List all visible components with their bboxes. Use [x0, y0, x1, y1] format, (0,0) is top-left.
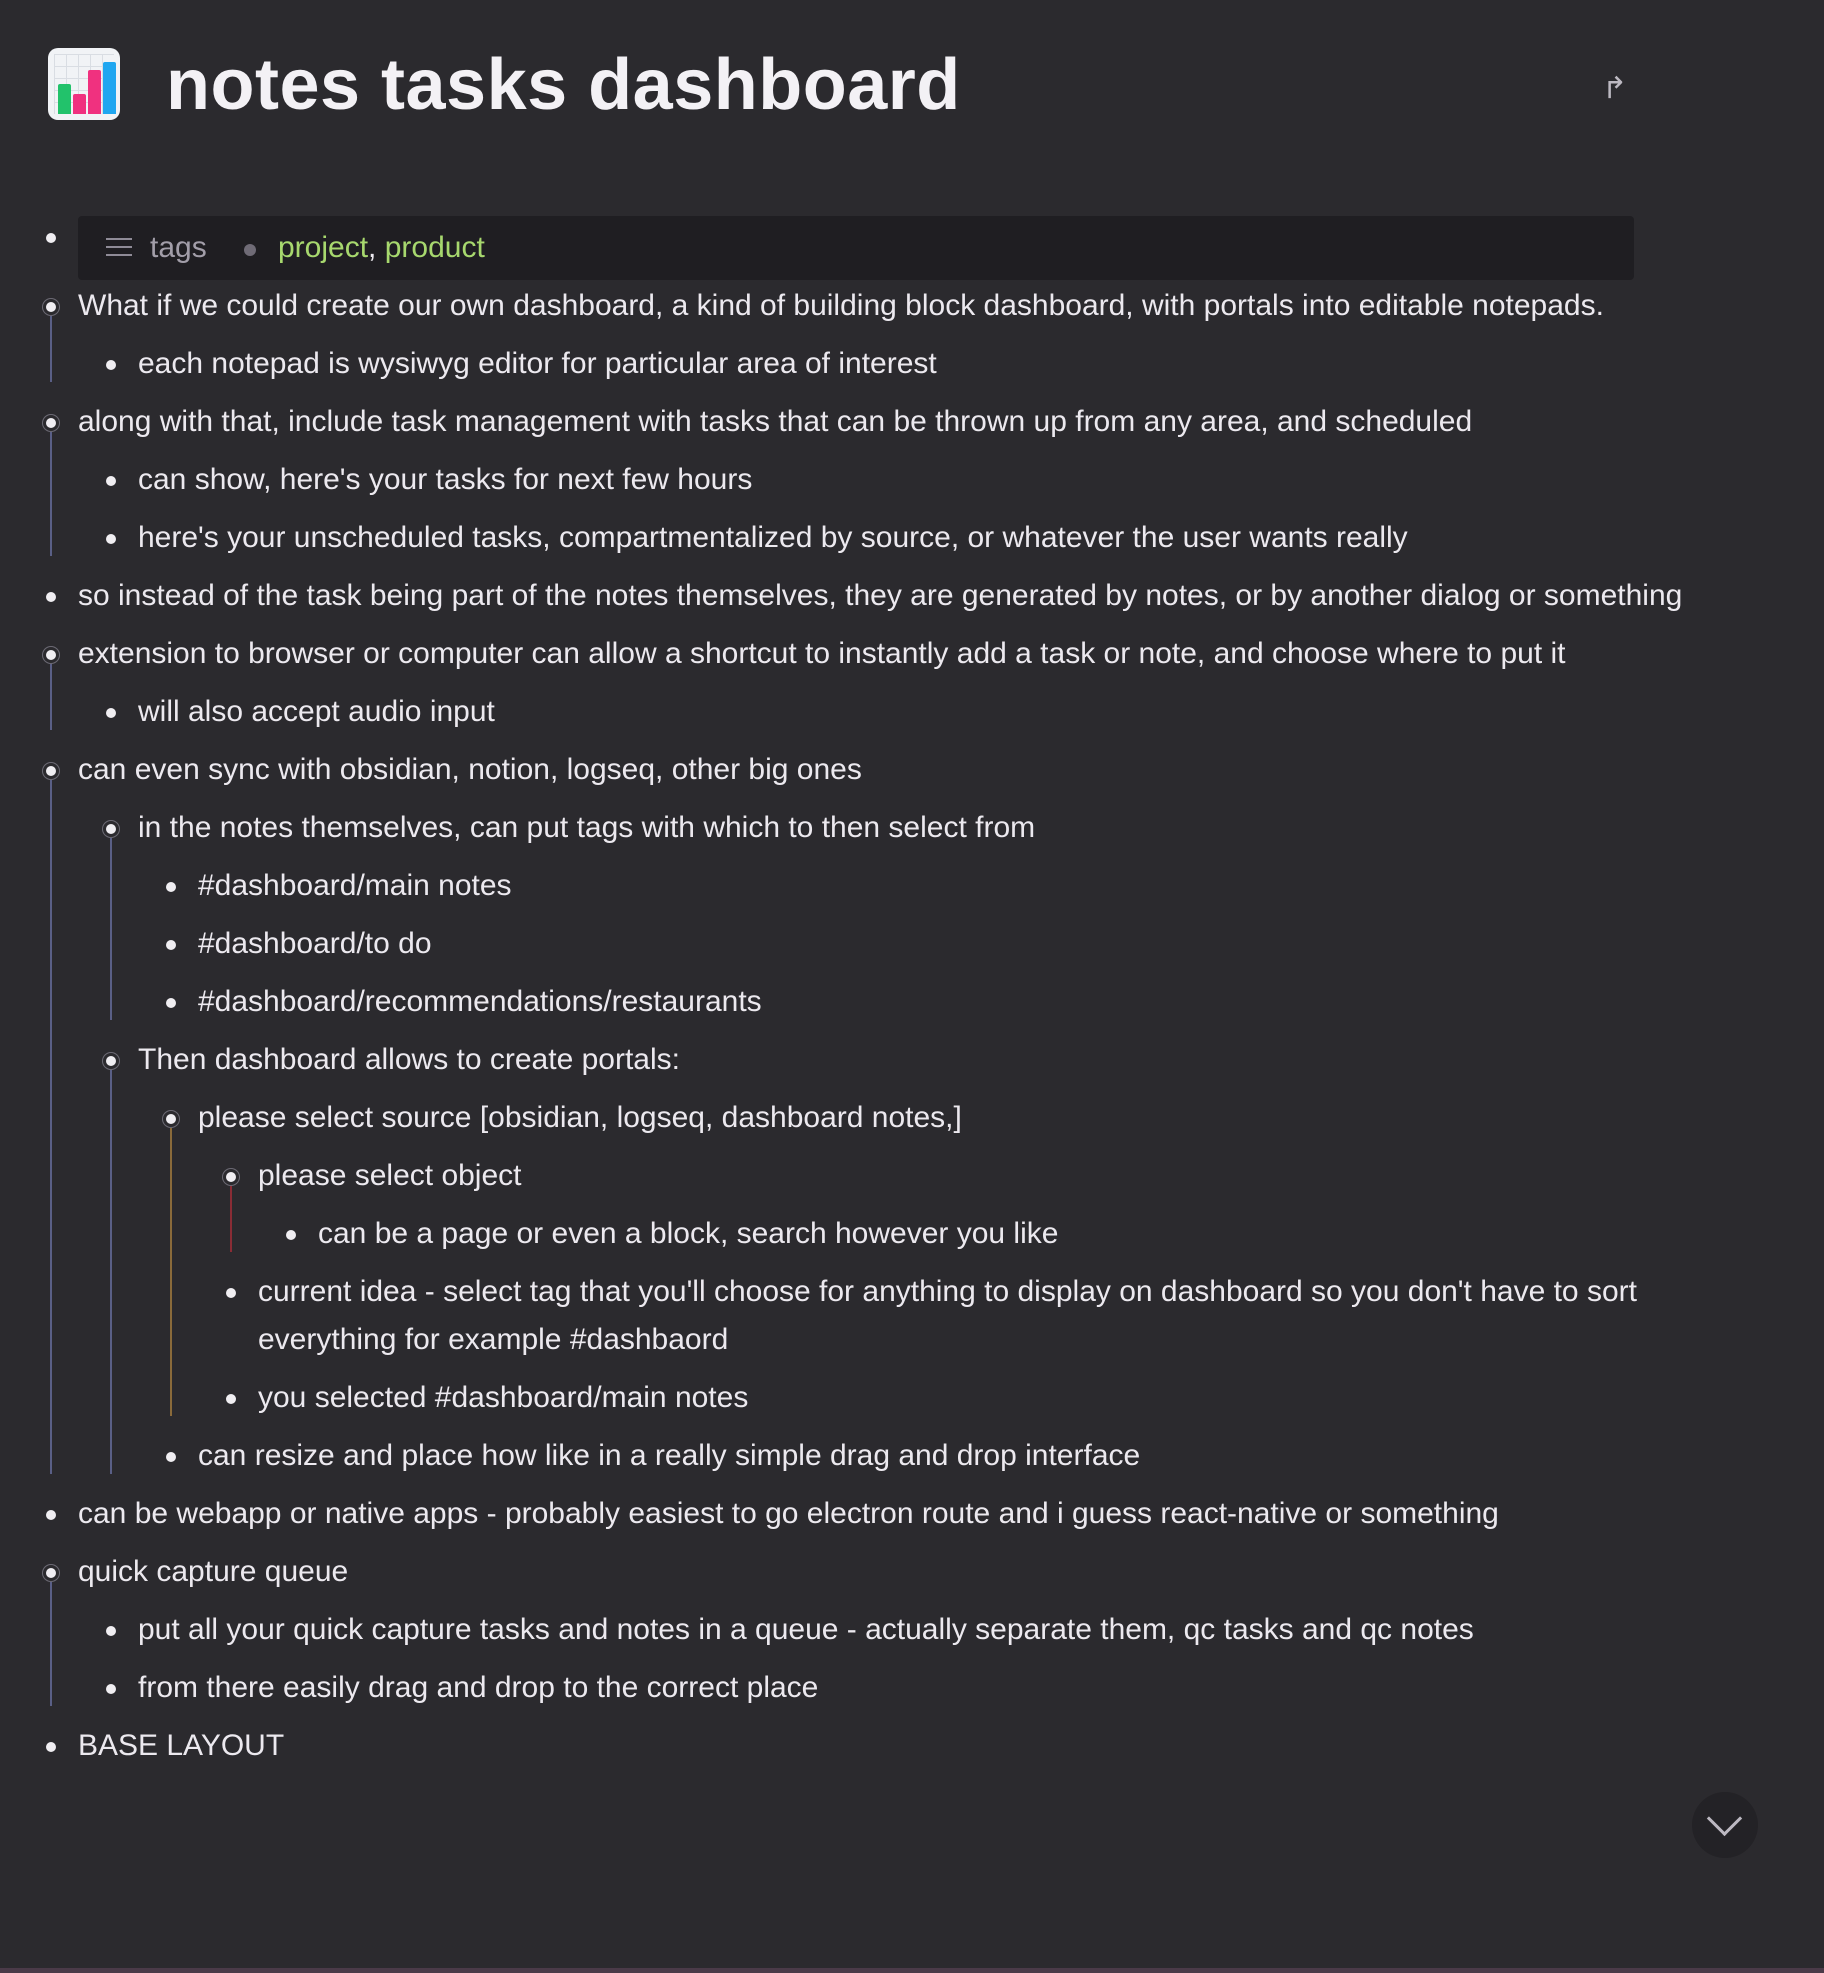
thread-line	[170, 1128, 172, 1416]
properties-panel[interactable]	[78, 216, 1634, 280]
block-bullet[interactable]	[46, 592, 56, 602]
block-bullet[interactable]	[166, 882, 176, 892]
block-text[interactable]: #dashboard/recommendations/restaurants	[198, 985, 762, 1018]
outline-block	[0, 282, 1712, 330]
bottom-edge	[0, 1968, 1824, 1973]
block-text[interactable]: extension to browser or computer can allow a shortcut to instantly add a task or note, and choose where to put it	[78, 637, 1566, 670]
block-text[interactable]: please select source [obsidian, logseq, dashboard notes,]	[198, 1101, 962, 1134]
block-bullet[interactable]	[106, 1056, 116, 1066]
outline-block	[0, 862, 1712, 910]
block-bullet[interactable]	[106, 1684, 116, 1694]
block-bullet[interactable]	[106, 1626, 116, 1636]
thread-line	[50, 664, 52, 730]
outline-block	[0, 572, 1712, 620]
outline-block	[0, 746, 1712, 794]
block-text[interactable]: can be a page or even a block, search however you like	[318, 1217, 1059, 1250]
outline-block	[0, 804, 1712, 852]
block-text[interactable]: quick capture queue	[78, 1555, 349, 1588]
block-text[interactable]: #dashboard/to do	[198, 927, 432, 960]
block-bullet[interactable]	[106, 360, 116, 370]
outline-block	[0, 398, 1712, 446]
block-text[interactable]: so instead of the task being part of the notes themselves, they are generated by notes, or by another dialog or something	[78, 579, 1683, 612]
block-bullet[interactable]	[226, 1288, 236, 1298]
outline-block	[0, 978, 1712, 1026]
block-bullet[interactable]	[166, 940, 176, 950]
outline-block	[0, 1210, 1712, 1258]
block-bullet[interactable]	[226, 1172, 236, 1182]
outline-block	[0, 514, 1712, 562]
outline-block	[0, 688, 1712, 736]
tag-separator: ,	[368, 231, 385, 264]
share-arrow-icon[interactable]: ↱	[1602, 72, 1628, 105]
block-text[interactable]: please select object	[258, 1159, 522, 1192]
page-title[interactable]: notes tasks dashboard	[166, 45, 961, 125]
block-bullet[interactable]	[46, 1568, 56, 1578]
block-text[interactable]: will also accept audio input	[138, 695, 495, 728]
block-text[interactable]: can be webapp or native apps - probably easiest to go electron route and i guess react-native or something	[78, 1497, 1499, 1530]
outline-block	[0, 1268, 1712, 1364]
outline-block	[0, 340, 1712, 388]
block-text[interactable]: each notepad is wysiwyg editor for particular area of interest	[138, 347, 937, 380]
block-text[interactable]: Then dashboard allows to create portals:	[138, 1043, 680, 1076]
tag-project[interactable]: project	[278, 231, 369, 264]
block-bullet[interactable]	[166, 1452, 176, 1462]
block-text[interactable]: can even sync with obsidian, notion, logseq, other big ones	[78, 753, 862, 786]
outline-block	[0, 1490, 1712, 1538]
block-text[interactable]: here's your unscheduled tasks, compartmentalized by source, or whatever the user wants really	[138, 521, 1408, 554]
block-bullet[interactable]	[46, 233, 56, 243]
scroll-down-button[interactable]	[1692, 1792, 1758, 1858]
block-text[interactable]: current idea - select tag that you'll choose for anything to display on dashboard so you don't have to sort everything for example #dashbaord	[258, 1275, 1637, 1356]
property-dot	[244, 244, 256, 256]
thread-line	[50, 316, 52, 382]
block-bullet[interactable]	[106, 476, 116, 486]
outline-block	[0, 1722, 1712, 1770]
outline-block	[0, 630, 1712, 678]
block-bullet[interactable]	[46, 302, 56, 312]
outline-block	[0, 1374, 1712, 1422]
block-bullet[interactable]	[46, 1742, 56, 1752]
block-bullet[interactable]	[46, 1510, 56, 1520]
block-bullet[interactable]	[166, 1114, 176, 1124]
block-text[interactable]: can resize and place how like in a really simple drag and drop interface	[198, 1439, 1141, 1472]
outline-block	[0, 1432, 1712, 1480]
properties-block	[0, 216, 1650, 282]
block-bullet[interactable]	[46, 418, 56, 428]
block-text[interactable]: along with that, include task management with tasks that can be thrown up from any area, and scheduled	[78, 405, 1473, 438]
thread-line	[230, 1186, 232, 1252]
outline-block	[0, 1606, 1712, 1654]
block-text[interactable]: What if we could create our own dashboard, a kind of building block dashboard, with portals into editable notepads.	[78, 289, 1604, 322]
block-text[interactable]: #dashboard/main notes	[198, 869, 512, 902]
block-text[interactable]: you selected #dashboard/main notes	[258, 1381, 749, 1414]
block-text[interactable]: BASE LAYOUT	[78, 1729, 285, 1762]
block-bullet[interactable]	[286, 1230, 296, 1240]
tag-product[interactable]: product	[384, 231, 485, 264]
block-bullet[interactable]	[46, 650, 56, 660]
menu-icon	[106, 238, 132, 258]
thread-line	[50, 780, 52, 1474]
block-text[interactable]: put all your quick capture tasks and notes in a queue - actually separate them, qc tasks and qc notes	[138, 1613, 1474, 1646]
property-key: tags	[150, 231, 207, 264]
thread-line	[50, 1582, 52, 1706]
block-bullet[interactable]	[46, 766, 56, 776]
block-bullet[interactable]	[226, 1394, 236, 1404]
outline	[0, 216, 1683, 1770]
block-text[interactable]: can show, here's your tasks for next few hours	[138, 463, 753, 496]
outline-block	[0, 456, 1712, 504]
block-text[interactable]: from there easily drag and drop to the correct place	[138, 1671, 819, 1704]
block-list	[0, 282, 1683, 1770]
outline-block	[0, 920, 1712, 968]
block-bullet[interactable]	[106, 708, 116, 718]
page-header	[46, 44, 1646, 124]
thread-line	[110, 838, 112, 1020]
block-bullet[interactable]	[106, 534, 116, 544]
bar-chart-icon[interactable]	[48, 48, 120, 120]
property-value	[278, 224, 485, 272]
outline-block	[0, 1094, 1712, 1142]
outline-block	[0, 1036, 1712, 1084]
block-bullet[interactable]	[166, 998, 176, 1008]
outline-block	[0, 1664, 1712, 1712]
block-bullet[interactable]	[106, 824, 116, 834]
outline-block	[0, 1152, 1712, 1200]
block-text[interactable]: in the notes themselves, can put tags with which to then select from	[138, 811, 1036, 844]
thread-line	[50, 432, 52, 556]
thread-line	[110, 1070, 112, 1474]
chevron-down-icon	[1707, 1801, 1742, 1836]
outline-block	[0, 1548, 1712, 1596]
